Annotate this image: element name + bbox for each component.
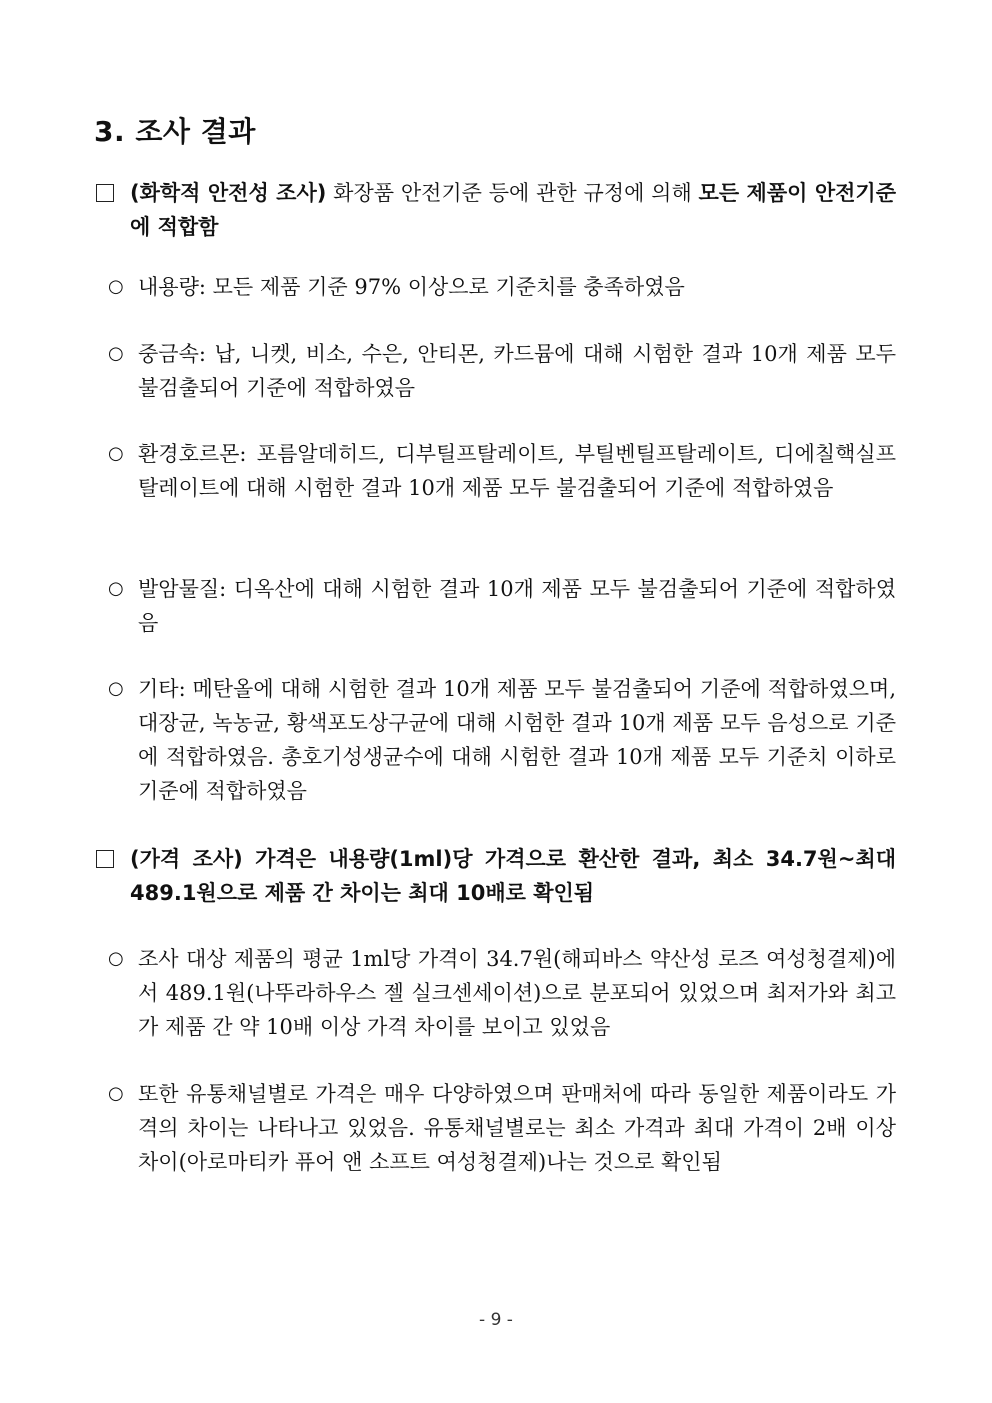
bullet-circle-icon: ○ (108, 343, 124, 364)
list-item-text: 기타: 메탄올에 대해 시험한 결과 10개 제품 모두 불검출되어 기준에 적합하였으며, 대장균, 녹농균, 황색포도상구균에 대해 시험한 결과 10개 제품 모두 음성으로 기준에 적합하였음. 총호기성생균수에 대해 시험한 결과 10개 제품 모두 기준치 이하로 기준에 적합하였음 (138, 677, 896, 803)
safety-summary (96, 176, 896, 244)
list-item-text: 발암물질: 디옥산에 대해 시험한 결과 10개 제품 모두 불검출되어 기준에 적합하였음 (138, 577, 896, 635)
price-summary-text (96, 842, 896, 910)
price-summary (96, 842, 896, 910)
safety-summary-text (96, 176, 896, 244)
list-item-text: 내용량: 모든 제품 기준 97% 이상으로 기준치를 충족하였음 (138, 275, 685, 299)
checkbox-icon (96, 850, 114, 868)
bullet-circle-icon: ○ (108, 443, 124, 464)
list-item-text: 또한 유통채널별로 가격은 매우 다양하였으며 판매처에 따라 동일한 제품이라도 가격의 차이는 나타나고 있었음. 유통채널별로는 최소 가격과 최대 가격이 2배 이상 차이(아로마티카 퓨어 앤 소프트 여성청결제)나는 것으로 확인됨 (138, 1082, 896, 1174)
safety-conclusion: 모든 제품이 안전기준에 적합함 (130, 181, 896, 239)
list-item-text: 조사 대상 제품의 평균 1ml당 가격이 34.7원(해피바스 약산성 로즈 여성청결제)에서 489.1원(나뚜라하우스 젤 실크센세이션)으로 분포되어 있었으며 최저가와 최고가 제품 간 약 10배 이상 가격 차이를 보이고 있었음 (138, 947, 896, 1039)
bullet-circle-icon: ○ (108, 276, 124, 297)
list-item (108, 270, 896, 304)
bullet-circle-icon: ○ (108, 948, 124, 969)
list-item (108, 337, 896, 405)
list-item-text: 중금속: 납, 니켓, 비소, 수은, 안티몬, 카드뮴에 대해 시험한 결과 10개 제품 모두 불검출되어 기준에 적합하였음 (138, 342, 896, 400)
list-item (108, 572, 896, 640)
price-lead: (가격 조사) (130, 847, 243, 871)
price-conclusion: 가격은 내용량(1ml)당 가격으로 환산한 결과, 최소 34.7원~최대 489.1원으로 제품 간 차이는 최대 10배로 확인됨 (130, 847, 896, 905)
bullet-circle-icon: ○ (108, 678, 124, 699)
section-title: 3. 조사 결과 (94, 115, 256, 148)
safety-lead: (화학적 안전성 조사) (130, 181, 327, 205)
list-item (108, 1077, 896, 1179)
list-item (108, 437, 896, 505)
bullet-circle-icon: ○ (108, 1083, 124, 1104)
page-number: - 9 - (479, 1310, 513, 1330)
list-item (108, 672, 896, 808)
list-item-text: 환경호르몬: 포름알데히드, 디부틸프탈레이트, 부틸벤틸프탈레이트, 디에칠핵실프탈레이트에 대해 시험한 결과 10개 제품 모두 불검출되어 기준에 적합하였음 (138, 442, 896, 500)
bullet-circle-icon: ○ (108, 578, 124, 599)
list-item (108, 942, 896, 1044)
safety-body: 화장품 안전기준 등에 관한 규정에 의해 (326, 181, 699, 205)
checkbox-icon (96, 184, 114, 202)
